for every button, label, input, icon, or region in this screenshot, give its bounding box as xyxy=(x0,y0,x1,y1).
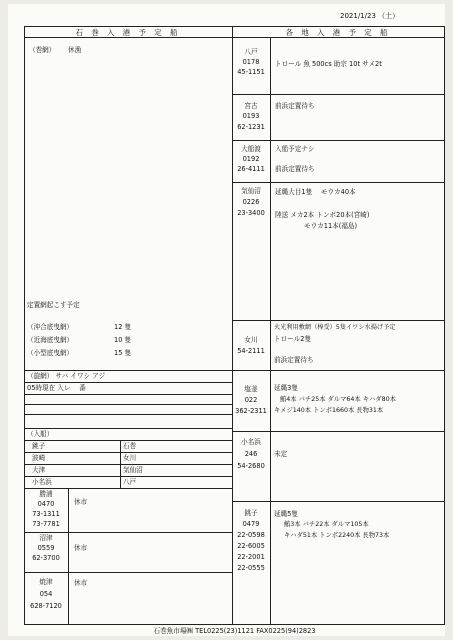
nyusen-left: 銚子 xyxy=(32,442,46,450)
region-tel: 0192 xyxy=(242,155,260,163)
senmo-time: 05時現在 入レ 番 xyxy=(27,384,86,392)
region-info: 延縄3隻 xyxy=(274,384,298,392)
region-tel: 54-2111 xyxy=(237,347,265,355)
teichi-row-count: 12 隻 xyxy=(114,323,132,331)
region-tel: 62-1231 xyxy=(237,123,265,131)
left-title: 石 巻 入 港 予 定 船 xyxy=(75,28,181,37)
region-info: キメジ140本 トンボ1660本 長物31本 xyxy=(274,407,384,414)
region-info: 鮪3本 バチ22本 ダルマ105本 xyxy=(284,521,369,528)
port-tel: 73-1311 xyxy=(32,510,60,518)
region-info: 延縄5隻 xyxy=(274,510,298,518)
region-tel: 22-0598 xyxy=(237,531,265,539)
region-name: 小名浜 xyxy=(241,438,261,446)
port-tel: 0559 xyxy=(37,544,55,552)
port-tel: 62-3700 xyxy=(32,554,60,562)
region-tel: 22-0555 xyxy=(237,564,265,572)
region-name: 気仙沼 xyxy=(241,187,261,195)
region-tel: 45-1151 xyxy=(237,68,265,76)
region-info: 前浜定置待ち xyxy=(274,356,314,364)
port-status: 休市 xyxy=(74,498,88,506)
nyusen-right: 気仙沼 xyxy=(123,466,143,474)
teichi-note: 定置網起こす予定 xyxy=(27,301,80,309)
region-name: 宮古 xyxy=(244,102,258,110)
nyusen-right: 石巻 xyxy=(123,442,137,450)
nyusen-left: 小名浜 xyxy=(32,478,52,486)
region-info: 前浜定置待ち xyxy=(275,165,315,173)
region-info: 入船予定ナシ xyxy=(275,145,315,153)
region-tel: 0479 xyxy=(242,520,260,528)
region-info: 陸送 メカ2本 トンボ20本(宮崎) xyxy=(275,211,370,219)
port-tel: 628-7120 xyxy=(30,602,62,610)
market-sheet xyxy=(8,4,445,636)
region-tel: 0226 xyxy=(242,198,260,206)
region-tel: 22-6005 xyxy=(237,542,265,550)
footer: 石巻魚市場㈱ TEL0225(23)1121 FAX0225(94)2823 xyxy=(153,627,316,635)
region-tel: 022 xyxy=(244,396,258,404)
region-info: キハダ51本 トンボ2240本 長物73本 xyxy=(284,532,390,539)
port-name: 勝浦 xyxy=(39,490,53,498)
port-status: 休市 xyxy=(74,579,88,587)
region-name: 塩釜 xyxy=(244,385,258,393)
nyusen-right: 八戸 xyxy=(123,478,137,486)
date: 2021/1/23 （土） xyxy=(340,12,400,20)
region-info: トロール 魚 500cs 助宗 10t サメ2t xyxy=(275,60,382,68)
region-name: 八戸 xyxy=(244,48,258,56)
makiami-status: 休漁 xyxy=(68,46,82,54)
teichi-row-label: （近海底曳網） xyxy=(27,336,74,344)
region-tel: 0193 xyxy=(242,112,260,120)
nyusen-label: （入船） xyxy=(27,430,54,438)
teichi-row-label: （沖合底曳網） xyxy=(27,323,74,331)
region-name: 女川 xyxy=(244,336,258,344)
region-tel: 362-2311 xyxy=(235,407,267,415)
region-tel: 23-3400 xyxy=(237,209,265,217)
teichi-row-label: （小型底曳網） xyxy=(27,349,74,357)
port-name: 沼津 xyxy=(39,534,53,542)
region-tel: 54-2680 xyxy=(237,462,265,470)
makiami-label: （巻網） xyxy=(29,46,56,54)
nyusen-right: 女川 xyxy=(123,454,137,462)
port-name: 焼津 xyxy=(39,578,53,586)
port-tel: 054 xyxy=(39,590,53,598)
right-title: 各 地 入 港 予 定 船 xyxy=(285,28,391,37)
region-tel: 26-4111 xyxy=(237,165,265,173)
teichi-row-count: 15 隻 xyxy=(114,349,132,357)
nyusen-left: 波崎 xyxy=(32,454,46,462)
region-tel: 246 xyxy=(244,450,258,458)
region-name: 大船渡 xyxy=(241,145,261,153)
region-tel: 22-2001 xyxy=(237,553,265,561)
region-name: 銚子 xyxy=(244,509,258,517)
region-info: トロール2隻 xyxy=(274,335,312,343)
senmo-line: （旋網） サバ イワシ アジ xyxy=(27,372,106,380)
port-tel: 73-7781 xyxy=(32,520,60,528)
region-info: 火光利用敷網（棒受）5隻イワシ水揚げ予定 xyxy=(274,324,396,331)
nyusen-left: 大津 xyxy=(32,466,46,474)
region-info: 延縄大目1隻 モウカ40本 xyxy=(275,188,356,196)
teichi-row-count: 10 隻 xyxy=(114,336,132,344)
port-tel: 0470 xyxy=(37,500,55,508)
port-status: 休市 xyxy=(74,544,88,552)
region-info: 前浜定置待ち xyxy=(275,102,315,110)
region-info: 未定 xyxy=(274,450,288,458)
region-tel: 0178 xyxy=(242,58,260,66)
region-info: モウカ11本(福島) xyxy=(304,222,358,230)
region-info: 鮪4本 バチ25本 ダルマ64本 キハダ80本 xyxy=(280,396,396,403)
